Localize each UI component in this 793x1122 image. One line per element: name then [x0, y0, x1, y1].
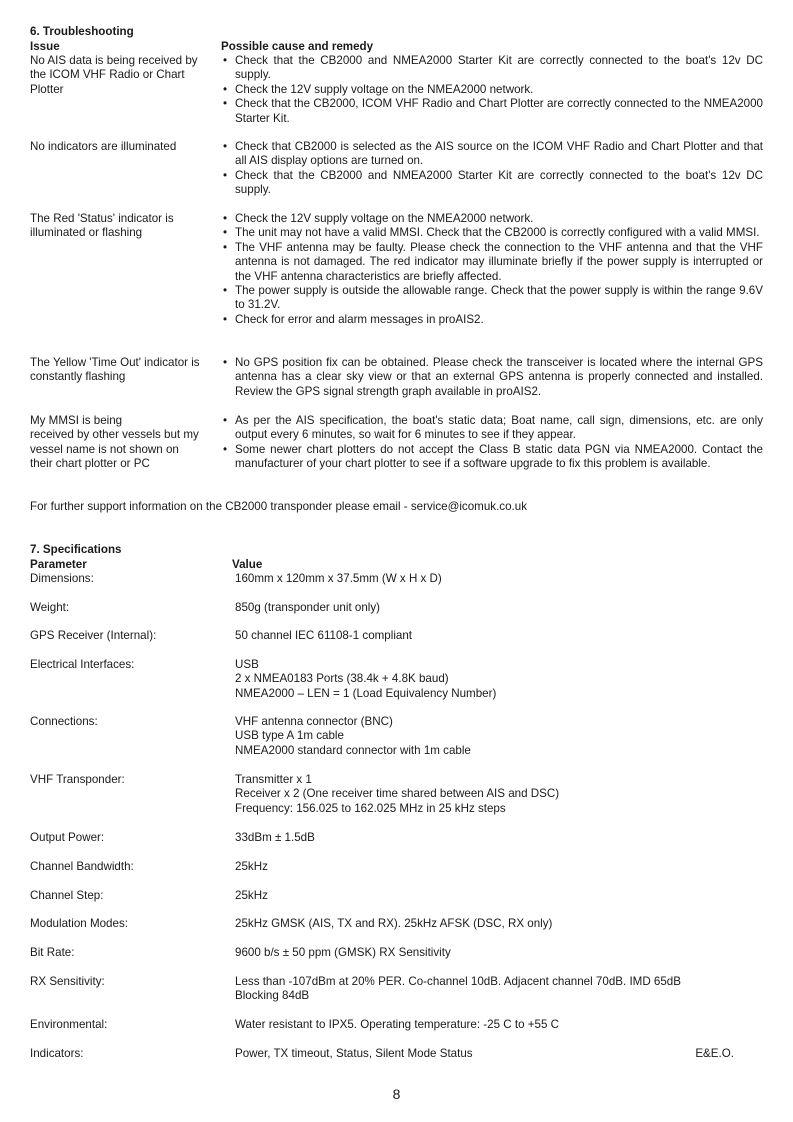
spec-parameter: Dimensions:	[30, 572, 94, 585]
specifications-title: 7. Specifications	[30, 543, 122, 556]
spec-parameter: Connections:	[30, 715, 98, 728]
value-column-header: Value	[232, 558, 263, 571]
spec-parameter: Indicators:	[30, 1047, 84, 1060]
remedy-item: • Check the 12V supply voltage on the NMEA2000 network.	[221, 212, 763, 226]
remedy-item: • The unit may not have a valid MMSI. Check that the CB2000 is correctly configured with a valid MMSI.	[221, 226, 763, 240]
page-number: 8	[392, 1086, 401, 1102]
spec-parameter: Modulation Modes:	[30, 917, 128, 930]
remedy-list	[221, 356, 763, 399]
remedy-item: • The power supply is outside the allowable range. Check that the power supply is within the range 9.6V to 31.2V.	[221, 284, 763, 313]
errors-omissions-note: E&E.O.	[695, 1047, 734, 1060]
spec-value: 50 channel IEC 61108-1 compliant	[235, 629, 413, 642]
remedy-item: • Check that the CB2000, ICOM VHF Radio and Chart Plotter are correctly connected to the NMEA2000 Starter Kit.	[221, 97, 763, 126]
remedy-item: • Check the 12V supply voltage on the NMEA2000 network.	[221, 83, 763, 97]
remedy-column-header: Possible cause and remedy	[221, 40, 374, 53]
issue-cell: No indicators are illuminated	[30, 140, 177, 153]
remedy-item: • Check that the CB2000 and NMEA2000 Starter Kit are correctly connected to the boat's 12v DC supply.	[221, 54, 763, 83]
remedy-item: • As per the AIS specification, the boat's static data; Boat name, call sign, dimensions, etc. are only output every 6 minutes, so wait for 6 minutes to see if they appear.	[221, 414, 763, 443]
spec-parameter: GPS Receiver (Internal):	[30, 629, 157, 642]
remedy-item: • Check for error and alarm messages in proAIS2.	[221, 313, 763, 327]
spec-value: 160mm x 120mm x 37.5mm (W x H x D)	[235, 572, 442, 585]
issue-cell: My MMSI is being received by other vessels but my vessel name is not shown on their chart plotter or PC	[30, 414, 199, 471]
spec-value: VHF antenna connector (BNC) USB type A 1m cable NMEA2000 standard connector with 1m cable	[235, 715, 471, 757]
issue-cell: No AIS data is being received by the ICOM VHF Radio or Chart Plotter	[30, 54, 198, 96]
spec-value: 9600 b/s ± 50 ppm (GMSK) RX Sensitivity	[235, 946, 451, 959]
spec-parameter: Channel Step:	[30, 889, 104, 902]
remedy-item: • Check that CB2000 is selected as the AIS source on the ICOM VHF Radio and Chart Plotter and that all AIS display options are turned on.	[221, 140, 763, 169]
remedy-item: • The VHF antenna may be faulty. Please check the connection to the VHF antenna and that the VHF antenna is not damaged. The red indicator may illuminate briefly if the power supply is interrupted or the VHF antenna characteristics are briefly affected.	[221, 241, 763, 284]
remedy-item: • Some newer chart plotters do not accept the Class B static data PGN via NMEA2000. Contact the manufacturer of your chart plotter to see if a software upgrade to fix this problem is available.	[221, 443, 763, 472]
spec-parameter: VHF Transponder:	[30, 773, 125, 786]
parameter-column-header: Parameter	[30, 558, 87, 571]
issue-cell: The Red 'Status' indicator is illuminated or flashing	[30, 212, 174, 240]
remedy-list	[221, 212, 763, 327]
spec-parameter: Electrical Interfaces:	[30, 658, 135, 671]
spec-value: 25kHz	[235, 860, 268, 873]
spec-value: 850g (transponder unit only)	[235, 601, 381, 614]
spec-value: 25kHz GMSK (AIS, TX and RX). 25kHz AFSK (DSC, RX only)	[235, 917, 553, 930]
spec-parameter: Weight:	[30, 601, 70, 614]
spec-value: Transmitter x 1 Receiver x 2 (One receiver time shared between AIS and DSC) Frequency: 156.025 to 162.025 MHz in 25 kHz steps	[235, 773, 560, 815]
remedy-item: • No GPS position fix can be obtained. Please check the transceiver is located where the internal GPS antenna has a clear sky view or that an external GPS antenna is properly connected and installed. Review the GPS signal strength graph available in proAIS2.	[221, 356, 763, 399]
support-text: For further support information on the CB2000 transponder please email - service@icomuk.co.uk	[30, 500, 528, 513]
spec-value: 33dBm ± 1.5dB	[235, 831, 315, 844]
spec-value: Less than -107dBm at 20% PER. Co-channel 10dB. Adjacent channel 70dB. IMD 65dB Blocking 84dB	[235, 975, 681, 1003]
spec-parameter: Output Power:	[30, 831, 105, 844]
spec-value: USB 2 x NMEA0183 Ports (38.4k + 4.8K baud) NMEA2000 – LEN = 1 (Load Equivalency Number)	[235, 658, 497, 700]
remedy-list	[221, 140, 763, 198]
remedy-item: • Check that the CB2000 and NMEA2000 Starter Kit are correctly connected to the boat's 12v DC supply.	[221, 169, 763, 198]
spec-parameter: Environmental:	[30, 1018, 108, 1031]
remedy-list	[221, 54, 763, 126]
issue-column-header: Issue	[30, 40, 60, 53]
spec-parameter: Bit Rate:	[30, 946, 75, 959]
spec-value: 25kHz	[235, 889, 268, 902]
troubleshooting-title: 6. Troubleshooting	[30, 25, 134, 38]
spec-parameter: Channel Bandwidth:	[30, 860, 134, 873]
spec-value: Power, TX timeout, Status, Silent Mode Status	[235, 1047, 473, 1060]
remedy-list	[221, 414, 763, 472]
issue-cell: The Yellow 'Time Out' indicator is constantly flashing	[30, 356, 200, 384]
spec-parameter: RX Sensitivity:	[30, 975, 105, 988]
spec-value: Water resistant to IPX5. Operating temperature: -25 C to +55 C	[235, 1018, 560, 1031]
